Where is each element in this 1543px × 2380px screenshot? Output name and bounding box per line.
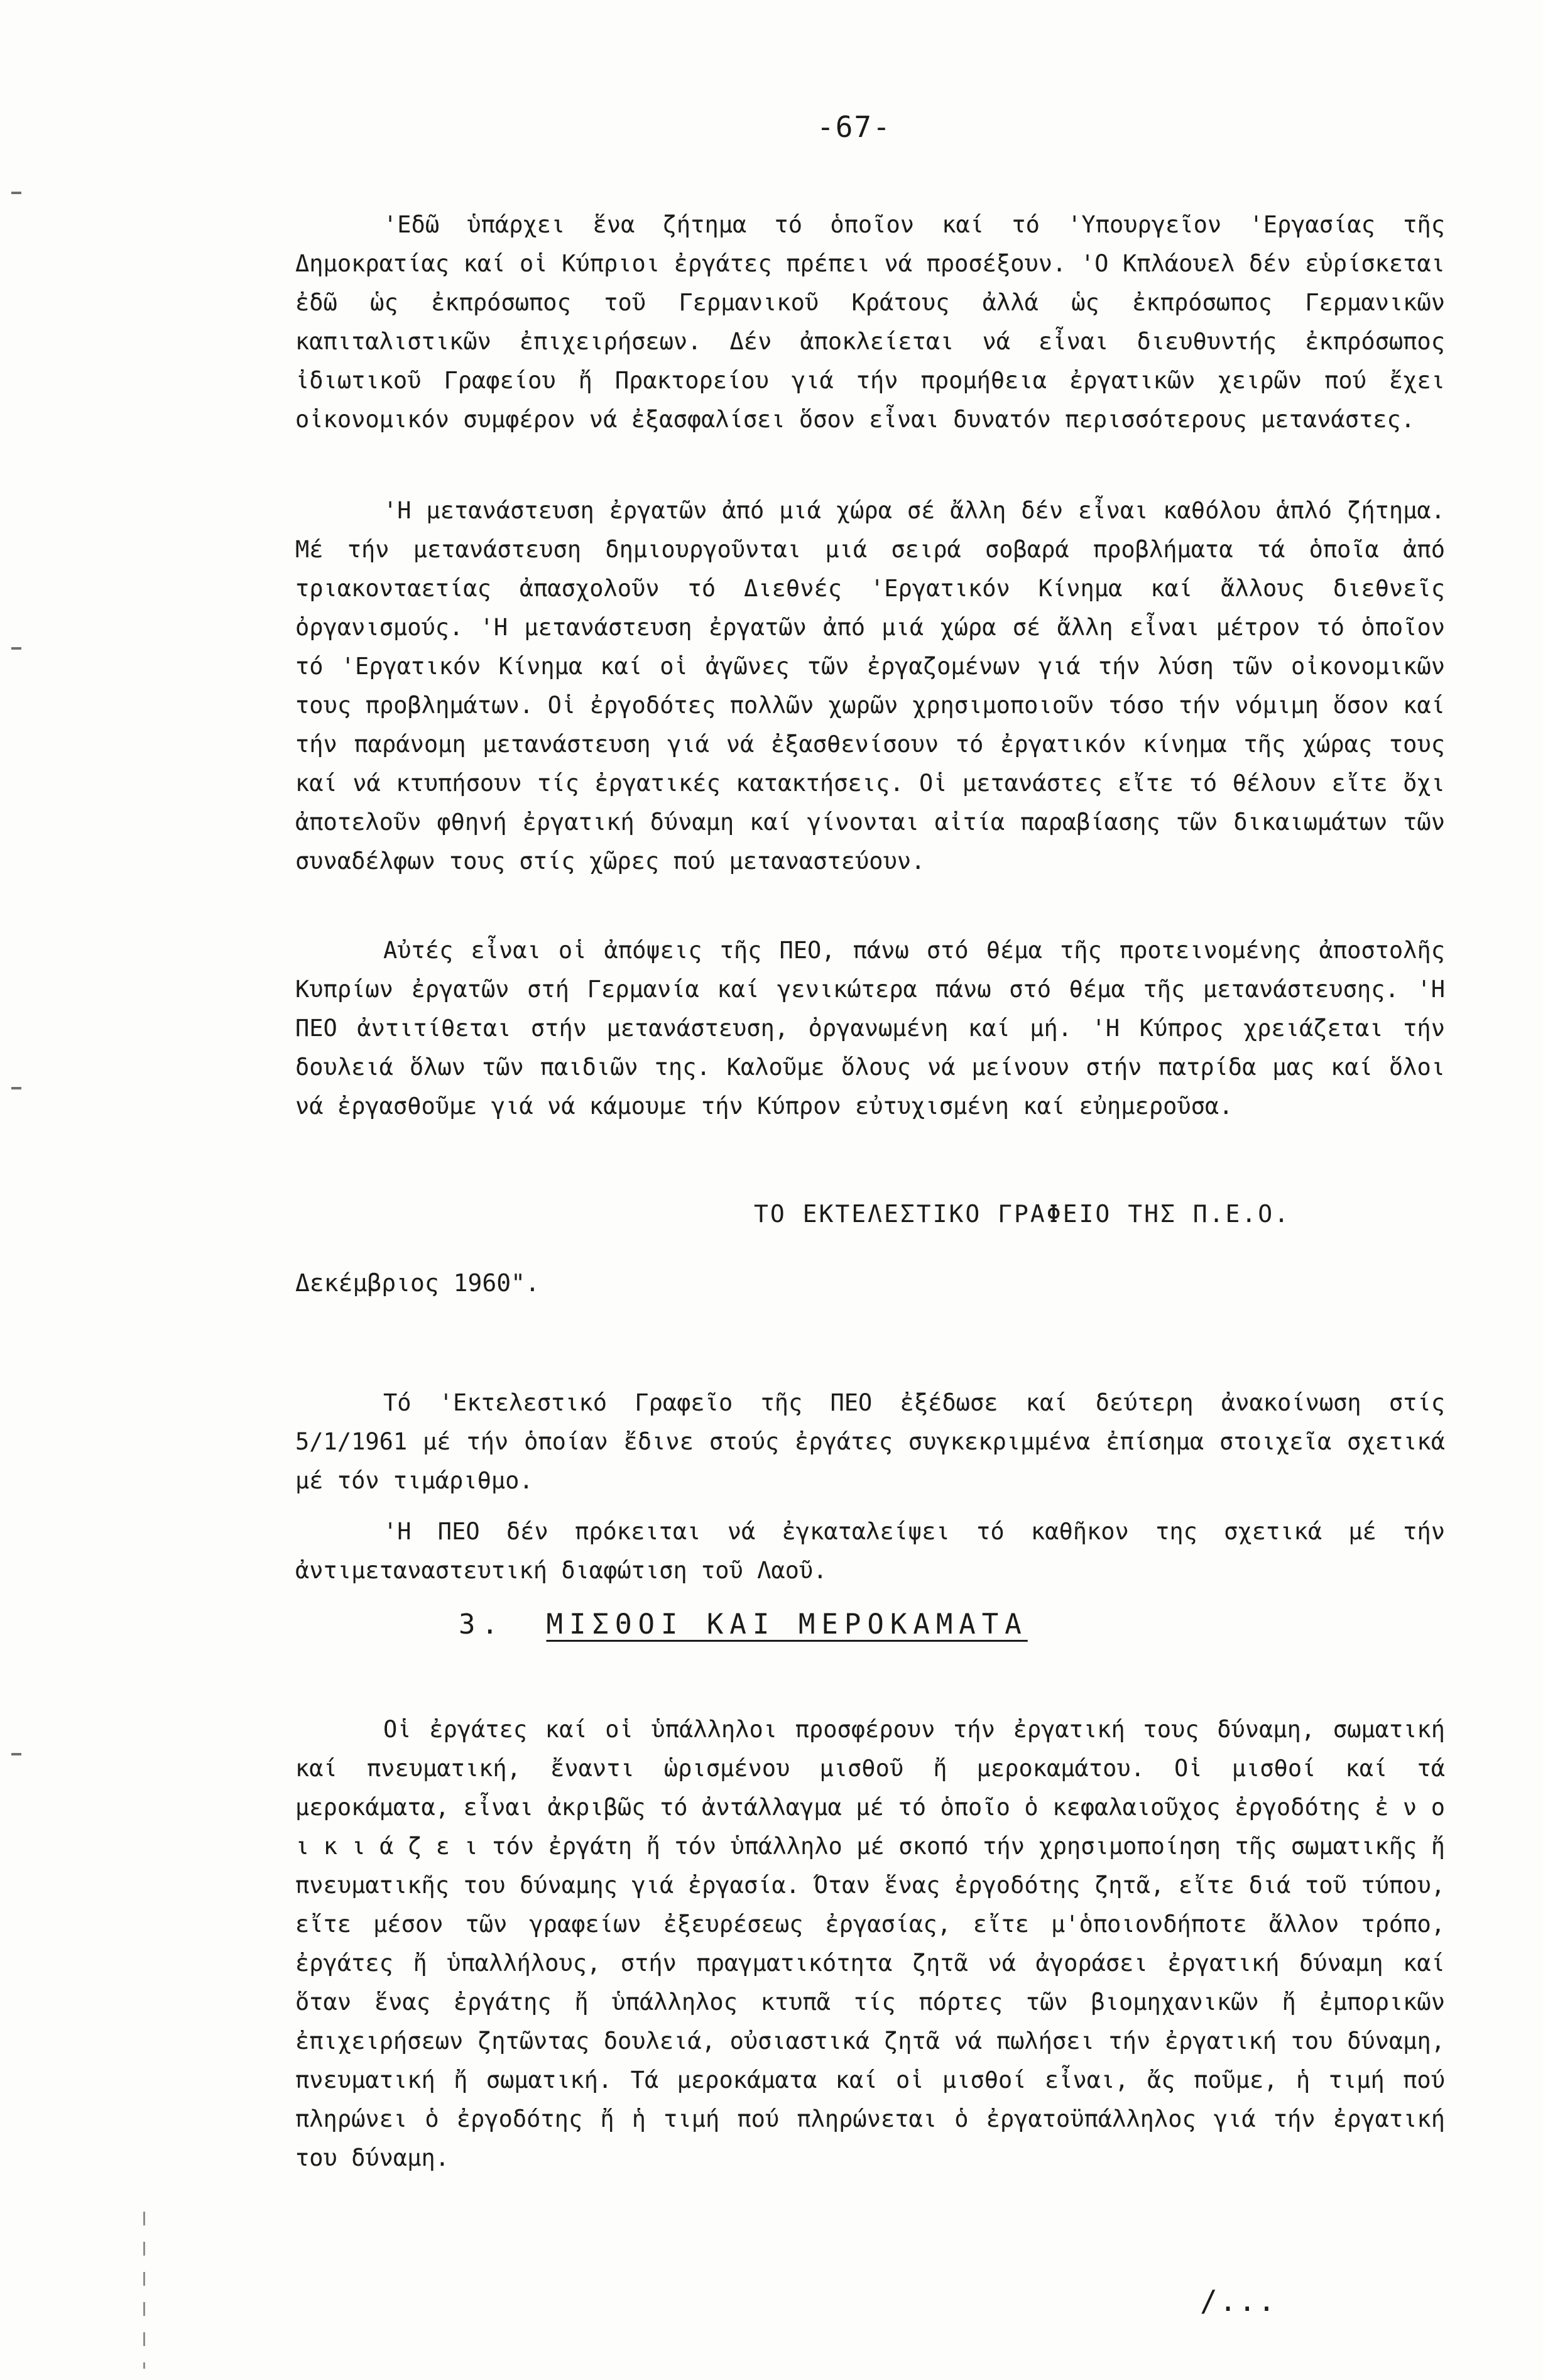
section-title: ΜΙΣΘΟΙ ΚΑΙ ΜΕΡΟΚΑΜΑΤΑ [546,1608,1028,1640]
page-number: -67- [817,110,891,144]
paragraph-kplauel: 'Εδῶ ὑπάρχει ἕνα ζήτημα τό ὁποῖον καί τό 'Υπουργεῖον 'Εργασίας τῆς Δημοκρατίας καί οἱ Κύπριοι ἐργάτες πρέπει νά προσέξουν. 'Ο Κπλάουελ δέν εὑρίσκεται ἐδῶ ὡς ἐκπρόσωπος τοῦ Γερμανικοῦ Κράτους ἀλλά ὡς ἐκπρόσωπος Γερμανικῶν καπιταλιστικῶν ἐπιχειρήσεων. Δέν ἀποκλείεται νά εἶναι διευθυντής ἐκπρόσωπος ἰδιωτικοῦ Γραφείου ἤ Πρακτορείου γιά τήν προμήθεια ἐργατικῶν χειρῶν πού ἔχει οἰκονομικόν συμφέρον νά ἐξασφαλίσει ὅσον εἶναι δυνατόν περισσότερους μετανάστες. [295,211,1445,433]
margin-tick [11,1753,21,1755]
paragraph-peo-views: Αὐτές εἶναι οἱ ἀπόψεις τῆς ΠΕΟ, πάνω στό θέμα τῆς προτεινομένης ἀποστολῆς Κυπρίων ἐργατῶν στή Γερμανία καί γενικώτερα πάνω στό θέμα τῆς μετανάστευσης. 'Η ΠΕΟ ἀντιτίθεται στήν μετανάστευση, ὀργανωμένη καί μή. 'Η Κύπρος χρειάζεται τήν δουλειά ὅλων τῶν παιδιῶν της. Καλοῦμε ὅλους νά μείνουν στήν πατρίδα μας καί ὅλοι νά ἐργασθοῦμε γιά νά κάμουμε τήν Κύπρον εὐτυχισμένη καί εὐημεροῦσα. [295,937,1445,1120]
margin-tick [11,192,21,194]
signature-executive-office: ΤΟ ΕΚΤΕΛΕΣΤΙΚΟ ΓΡΑΦΕΙΟ ΤΗΣ Π.Ε.Ο. [754,1200,1290,1228]
section-number: 3. [459,1608,504,1640]
document-date: Δεκέμβριος 1960". [295,1269,540,1297]
paragraph-wages: Οἱ ἐργάτες καί οἱ ὑπάλληλοι προσφέρουν τήν ἐργατική τους δύναμη, σωματική καί πνευματική, ἔναντι ὡρισμένου μισθοῦ ἤ μεροκαμάτου. Οἱ μισθοί καί τά μεροκάματα, εἶναι ἀκριβῶς τό ἀντάλλαγμα μέ τό ὁποῖο ὁ κεφαλαιοῦχος ἐργοδότης ἐ ν ο ι κ ι ά ζ ε ι τόν ἐργάτη ἤ τόν ὑπάλληλο μέ σκοπό τήν χρησιμοποίηση τῆς σωματικῆς ἤ πνευματικῆς του δύναμης γιά ἐργασία. Όταν ἕνας ἐργοδότης ζητᾶ, εἴτε διά τοῦ τύπου, εἴτε μέσον τῶν γραφείων ἐξευρέσεως ἐργασίας, εἴτε μ'ὁποιονδήποτε ἄλλον τρόπο, ἐργάτες ἤ ὑπαλλήλους, στήν πραγματικότητα ζητᾶ νά ἀγοράσει ἐργατική δύναμη καί ὅταν ἕνας ἐργάτης ἤ ὑπάλληλος κτυπᾶ τίς πόρτες τῶν βιομηχανικῶν ἤ ἐμπορικῶν ἐπιχειρήσεων ζητῶντας δουλειά, οὐσιαστικά ζητᾶ νά πωλήσει τήν ἐργατική του δύναμη, πνευματική ἤ σωματική. Τά μεροκάματα καί οἱ μισθοί εἶναι, ἄς ποῦμε, ἡ τιμή πού πληρώνει ὁ ἐργοδότης ἤ ἡ τιμή πού πληρώνεται ὁ ἐργατοϋπάλληλος γιά τήν ἐργατική του δύναμη. [295,1716,1445,2171]
paragraph-peo-duty: 'Η ΠΕΟ δέν πρόκειται νά ἐγκαταλείψει τό καθῆκον της σχετικά μέ τήν ἀντιμεταναστευτική διαφώτιση τοῦ Λαοῦ. [295,1518,1445,1584]
paragraph-migration: 'Η μετανάστευση ἐργατῶν ἀπό μιά χώρα σέ ἄλλη δέν εἶναι καθόλου ἁπλό ζήτημα. Μέ τήν μετανάστευση δημιουργοῦνται μιά σειρά σοβαρά προβλήματα τά ὁποῖα ἀπό τριακονταετίας ἀπασχολοῦν τό Διεθνές 'Εργατικόν Κίνημα καί ἄλλους διεθνεῖς ὀργανισμούς. 'Η μετανάστευση ἐργατῶν ἀπό μιά χώρα σέ ἄλλη εἶναι μέτρον τό ὁποῖον τό 'Εργατικόν Κίνημα καί οἱ ἀγῶνες τῶν ἐργαζομένων γιά τήν λύση τῶν οἰκονομικῶν τους προβλημάτων. Οἱ ἐργοδότες πολλῶν χωρῶν χρησιμοποιοῦν τόσο τήν νόμιμη ὅσον καί τήν παράνομη μετανάστευση γιά νά ἐξασθενίσουν τό ἐργατικόν κίνημα τῆς χώρας τους καί νά κτυπήσουν τίς ἐργατικές κατακτήσεις. Οἱ μετανάστες εἴτε τό θέλουν εἴτε ὄχι ἀποτελοῦν φθηνή ἐργατική δύναμη καί γίνονται αἰτία παραβίασης τῶν δικαιωμάτων τῶν συναδέλφων τους στίς χῶρες πού μεταναστεύουν. [295,497,1445,875]
margin-tick [11,1087,21,1089]
margin-tick [11,647,21,650]
section-heading [459,1608,1028,1640]
paragraph-second-announcement: Τό 'Εκτελεστικό Γραφεῖο τῆς ΠΕΟ ἐξέδωσε καί δεύτερη ἀνακοίνωση στίς 5/1/1961 μέ τήν ὁποίαν ἔδινε στούς ἐργάτες συγκεκριμμένα ἐπίσημα στοιχεῖα σχετικά μέ τόν τιμάριθμο. [295,1389,1445,1494]
binding-holes-mark [143,2212,145,2369]
continuation-mark: /... [1200,2284,1277,2318]
